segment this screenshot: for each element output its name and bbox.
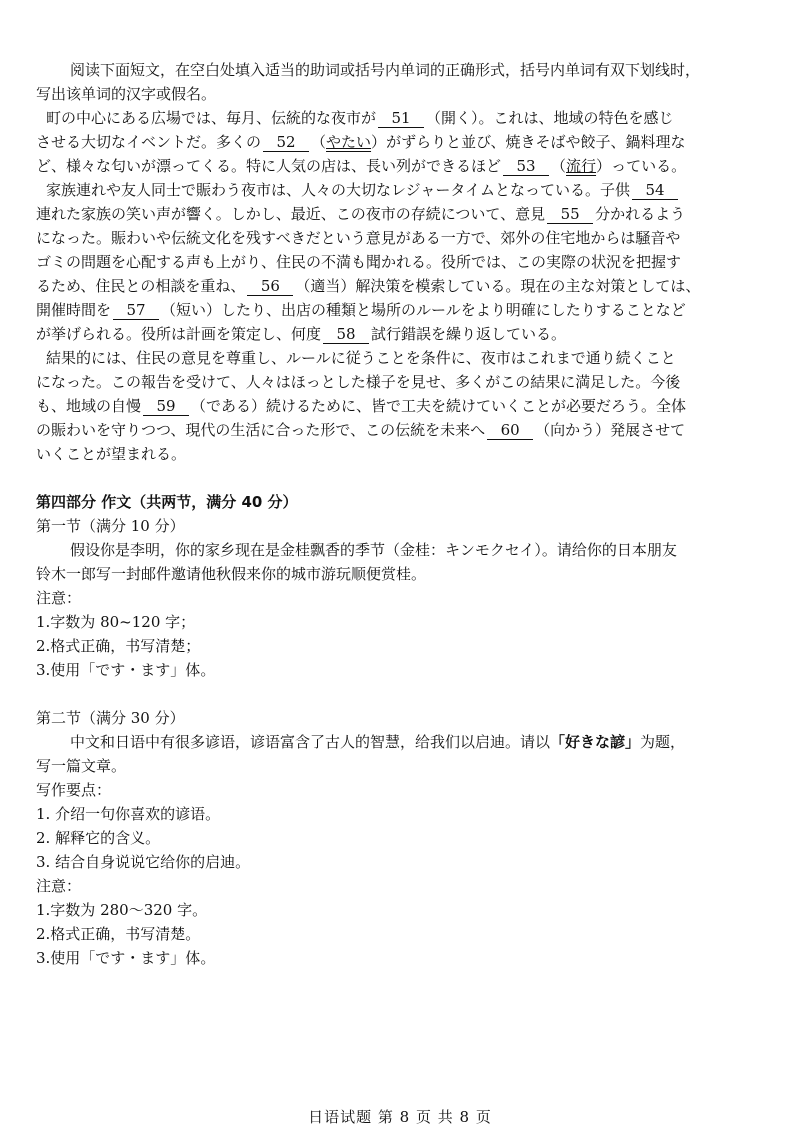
section2-note-2: 2.格式正确，书写清楚。 [36,925,201,943]
section2-point-2: 2. 解释它的含义。 [36,829,161,847]
passage-p2-line-2: 連れた家族の笑い声が響く。しかし、最近、この夜市の存続について、意見 55 分かれるよう [36,205,686,223]
passage-p3-line-4: の賑わいを守りつつ、現代の生活に合った形で、この伝統を未来へ 60 （向かう）発展させて [36,421,686,439]
instruction-line-2: 写出该单词的汉字或假名。 [36,85,217,103]
section2-point-1: 1. 介绍一句你喜欢的谚语。 [36,805,221,823]
section1-prompt-1: 假设你是李明，你的家乡现在是金桂飘香的季节（金桂：キンモクセイ）。请给你的日本朋友 [70,541,677,559]
blank-52[interactable]: 52 [263,133,309,152]
section1-note-3: 3.使用「です・ます」体。 [36,661,216,679]
blank-51[interactable]: 51 [378,109,424,128]
underlined-word: やたい [326,133,372,151]
passage-p3-line-5: いくことが望まれる。 [36,445,187,463]
passage-p1-line-2: させる大切なイベントだ。多くの 52 （やたい）がずらりと並び、焼きそばや餃子、鍋料理な [36,133,686,151]
blank-59[interactable]: 59 [143,397,189,416]
passage-p1-line-1: 町の中心にある広場では、毎月、伝統的な夜市が 51 （開く）。これは、地域の特色を感じ [46,109,674,127]
section1-heading: 第一节（满分 10 分） [36,517,185,535]
passage-p2-line-3: になった。賑わいや伝統文化を残すべきだという意見がある一方で、郊外の住宅地からは騒音や [36,229,681,247]
blank-57[interactable]: 57 [113,301,159,320]
section1-note-label: 注意： [36,589,82,607]
section2-heading: 第二节（满分 30 分） [36,709,185,727]
exam-page [36,58,774,970]
section2-note-label: 注意： [36,877,82,895]
passage-p1-line-3: ど、様々な匂いが漂ってくる。特に人気の店は、長い列ができるほど 53 （流行）っている。 [36,157,687,175]
section2-prompt-1: 中文和日语中有很多谚语，谚语富含了古人的智慧，给我们以启迪。请以「好きな諺」为题， [70,733,686,751]
passage-p3-line-3: も、地域の自慢 59 （である）続けるために、皆で工夫を続けていくことが必要だろう。全体 [36,397,687,415]
section1-note-1: 1.字数为 80~120 字； [36,613,196,631]
blank-60[interactable]: 60 [487,421,533,440]
section2-note-3: 3.使用「です・ます」体。 [36,949,216,967]
section1-prompt-2: 铃木一郎写一封邮件邀请他秋假来你的城市游玩顺便赏桂。 [36,565,427,583]
essay-topic: 「好きな諺」 [550,733,641,751]
passage-p2-line-4: ゴミの問題を心配する声も上がり、住民の不満も聞かれる。役所では、この実際の状況を把握す [36,253,682,271]
passage-p2-line-6: 開催時間を 57 （短い）したり、出店の種類と場所のルールをより明確にしたりすることなど [36,301,686,319]
blank-55[interactable]: 55 [547,205,593,224]
passage-p2-line-5: るため、住民との相談を重ね、 56 （適当）解決策を模索している。現在の主な対策としては、 [36,277,701,295]
page-footer: 日语试题 第 8 页 共 8 页 [308,1108,492,1126]
blank-58[interactable]: 58 [323,325,369,344]
passage-p2-line-1: 家族連れや友人同士で賑わう夜市は、人々の大切なレジャータイムとなっている。子供 54 [36,178,774,202]
blank-54[interactable]: 54 [632,181,678,200]
section2-points-label: 写作要点： [36,781,112,799]
underlined-word: 流行 [566,157,597,175]
passage-p2-line-7: が挙げられる。役所は計画を策定し、何度 58 試行錯誤を繰り返している。 [36,325,567,343]
blank-56[interactable]: 56 [247,277,293,296]
passage-p3-line-2: になった。この報告を受けて、人々はほっとした様子を見せ、多くがこの結果に満足した。今後 [36,373,681,391]
section2-point-3: 3. 结合自身说说它给你的启迪。 [36,853,251,871]
section2-prompt-2: 写一篇文章。 [36,757,127,775]
passage-p3-line-1: 結果的には、住民の意見を尊重し、ルールに従うことを条件に、夜市はこれまで通り続くこと [46,349,676,367]
section-title: 第四部分 作文（共两节，满分 40 分） [36,493,298,511]
section2-note-1: 1.字数为 280～320 字。 [36,901,208,919]
section1-note-2: 2.格式正确，书写清楚； [36,637,201,655]
blank-53[interactable]: 53 [503,157,549,176]
instruction-line-1: 阅读下面短文，在空白处填入适当的助词或括号内单词的正确形式，括号内单词有双下划线时， [70,61,701,79]
